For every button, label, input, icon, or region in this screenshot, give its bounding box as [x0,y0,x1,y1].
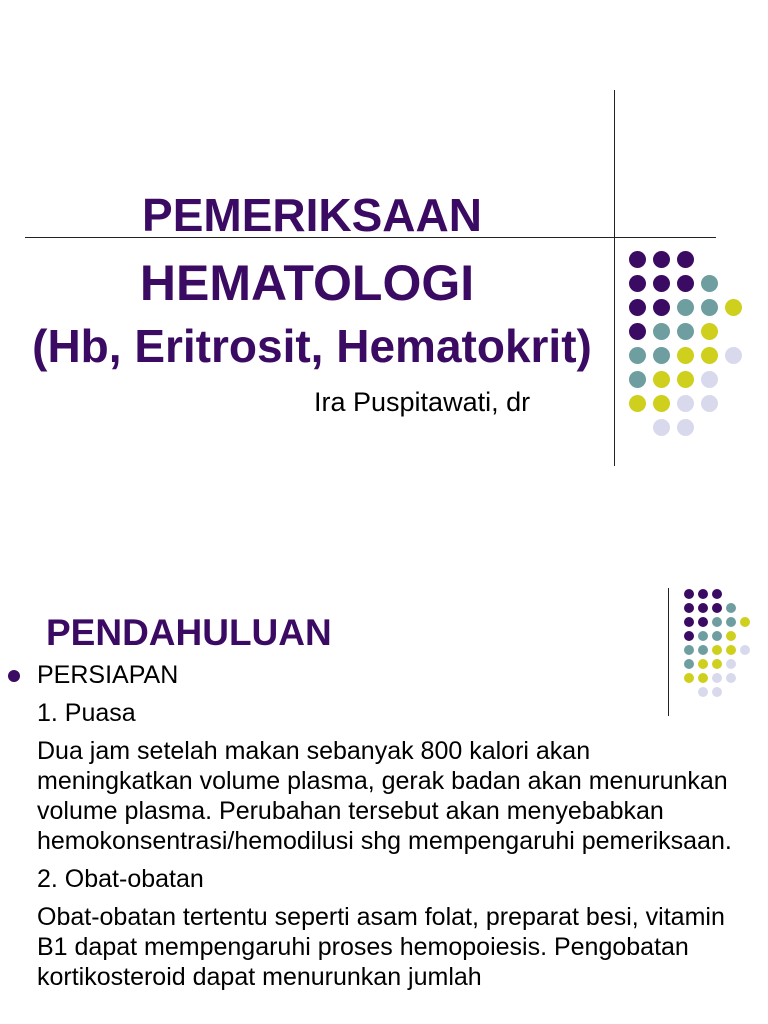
decorative-dot [629,323,646,340]
decorative-dot [701,275,718,292]
decorative-dot [698,645,708,655]
bullet-icon [8,670,20,682]
decorative-dot [653,251,670,268]
decorative-dot [677,347,694,364]
content-slide [0,576,768,1024]
decorative-dot [701,299,718,316]
decorative-dot [653,323,670,340]
item-1-title: 1. Puasa [37,699,136,727]
decorative-dot [629,251,646,268]
decorative-dot [677,395,694,412]
decorative-dot [629,275,646,292]
slide-heading: PENDAHULUAN [46,612,332,653]
decorative-dot [725,299,742,316]
decorative-dot [677,251,694,268]
decorative-dot [677,419,694,436]
title-line-1: PEMERIKSAAN [142,189,482,241]
decorative-dot [726,631,736,641]
bullet-item [0,660,740,690]
decorative-dot [701,347,718,364]
title-line-2: HEMATOLOGI [139,255,475,311]
decorative-dot [684,589,694,599]
decorative-dot [677,299,694,316]
decorative-dot [629,347,646,364]
decorative-dot [701,371,718,388]
author-name: Ira Puspitawati, dr [314,387,531,417]
decorative-dot [684,631,694,641]
decorative-dot [712,603,722,613]
decorative-dot [726,645,736,655]
decorative-dot [701,395,718,412]
title-line-3: (Hb, Eritrosit, Hematokrit) [32,320,592,372]
decorative-dot [725,347,742,364]
decorative-dot [740,617,750,627]
decorative-dot [684,645,694,655]
item-2-title: 2. Obat-obatan [37,865,204,893]
decorative-dot [726,603,736,613]
decorative-dot [712,631,722,641]
decorative-dot [629,395,646,412]
decorative-dot [677,323,694,340]
decorative-dot [684,603,694,613]
vertical-rule [614,90,615,466]
decorative-dot [701,323,718,340]
decorative-dot [698,603,708,613]
decorative-dot [712,589,722,599]
decorative-dot [677,275,694,292]
decorative-dot [653,395,670,412]
item-2-text: Obat-obatan tertentu seperti asam folat, preparat besi, vitamin B1 dapat mempengaruhi proses hemopoiesis. Pengobatan kortikosteroid dapat menurunkan jumlah [37,903,725,991]
decorative-dot [740,645,750,655]
bullet-text: PERSIAPAN [37,661,179,689]
decorative-dot [726,617,736,627]
decorative-dot [712,645,722,655]
decorative-dot [698,631,708,641]
decorative-dot [653,275,670,292]
item-1-text: Dua jam setelah makan sebanyak 800 kalori akan meningkatkan volume plasma, gerak badan akan menurunkan volume plasma. Perubahan tersebut akan menyebabkan hemokonsentrasi/hemodilusi shg mempengaruhi pemeriksaan. [37,737,732,855]
decorative-dot [653,419,670,436]
decorative-dot [653,371,670,388]
decorative-dot [629,371,646,388]
decorative-dot [698,589,708,599]
decorative-dot [653,299,670,316]
slide-body [0,660,740,1000]
decorative-dot [629,299,646,316]
decorative-dot [677,371,694,388]
decorative-dot [653,347,670,364]
decorative-dot [712,617,722,627]
decorative-dot [684,617,694,627]
decorative-dot [698,617,708,627]
